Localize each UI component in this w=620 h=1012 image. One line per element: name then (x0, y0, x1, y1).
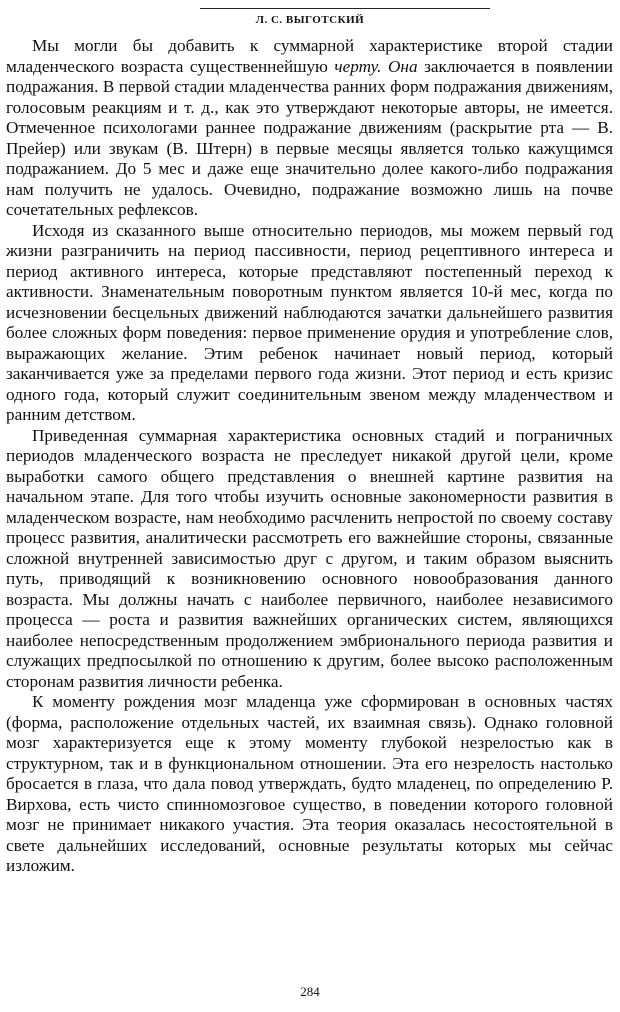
paragraph (6, 692, 613, 877)
body-text (6, 36, 613, 877)
running-header (0, 8, 620, 28)
paragraph (6, 426, 613, 693)
text-run: Приведенная суммарная характеристика основных стадий и пограничных периодов младенческого возраста не преследует никакой другой цели, кроме выработки самого общего представления о внешней картине развития на начальном этапе. Для того чтобы изучить основные закономерности развития в младенческом возрасте, нам необходимо расчленить непростой по своему составу процесс развития, аналитически рассмотреть его важнейшие стороны, связанные сложной внутренней зависимостью друг с другом, и таким образом выяснить путь, приводящий к возникновению основного новообразования данного возраста. Мы должны начать с наиболее первичного, наиболее независимого процесса — роста и развития важнейших органических систем, являющихся наиболее непосредственным продолжением эмбрионального периода развития и служащих предпосылкой по отношению к другим, более высоко расположенным сторонам развития личности ребенка. (6, 425, 613, 691)
text-run: К моменту рождения мозг младенца уже сформирован в основных частях (форма, расположение отдельных частей, их взаимная связь). Однако головной мозг характеризуется еще к этому моменту глубокой незрелостью как в структурном, так и в функциональном отношении. Эта его незрелость настолько бросается в глаза, что дала повод утверждать, будто младенец, по определению Р. Вирхова, есть чисто спинномозговое существо, в поведении которого головной мозг не принимает никакого участия. Эта теория оказалась несостоятельной в свете дальнейших исследований, основные результаты которых мы сейчас изложим. (6, 692, 613, 875)
running-title: Л. С. ВЫГОТСКИЙ (255, 14, 365, 26)
page-number: 284 (300, 984, 320, 999)
text-run: Мы могли бы добавить к суммарной характеристике второй стадии младенческого возраста существеннейшую (6, 36, 613, 76)
text-run: заключается в появлении подражания. В первой стадии младенчества ранних форм подражания движениям, голосовым реакциям и т. д., как это утверждают некоторые авторы, не имеется. Отмеченное психологами раннее подражание движениям (раскрытие рта — В. Прейер) или звукам (В. Штерн) в первые месяцы является только кажущимся подражанием. До 5 мес и даже еще значительно долее какого-либо подражания нам получить не удалось. Очевидно, подражание возможно лишь на почве сочетательных рефлексов. (6, 56, 614, 219)
italic-run: Она (388, 56, 418, 76)
paragraph (6, 221, 613, 426)
text-run: Исходя из сказанного выше относительно периодов, мы можем первый год жизни разграничить на период пассивности, период рецептивного интереса и период активного интереса, которые представляют постепенный переход к активности. Знаменательным поворотным пунктом является 10-й мес, когда по исчезновении бесцельных движений наблюдаются зачатки дальнейшего развития более сложных форм поведения: первое применение орудия и употребление слов, выражающих желание. Этим ребенок начинает новый период, который заканчивается уже за пределами первого года жизни. Этот период и есть кризис одного года, который служит соединительным звеном между младенчеством и ранним детством. (6, 220, 613, 424)
italic-run: черту. (334, 56, 382, 76)
header-rule (200, 8, 490, 9)
paragraph (6, 36, 613, 221)
